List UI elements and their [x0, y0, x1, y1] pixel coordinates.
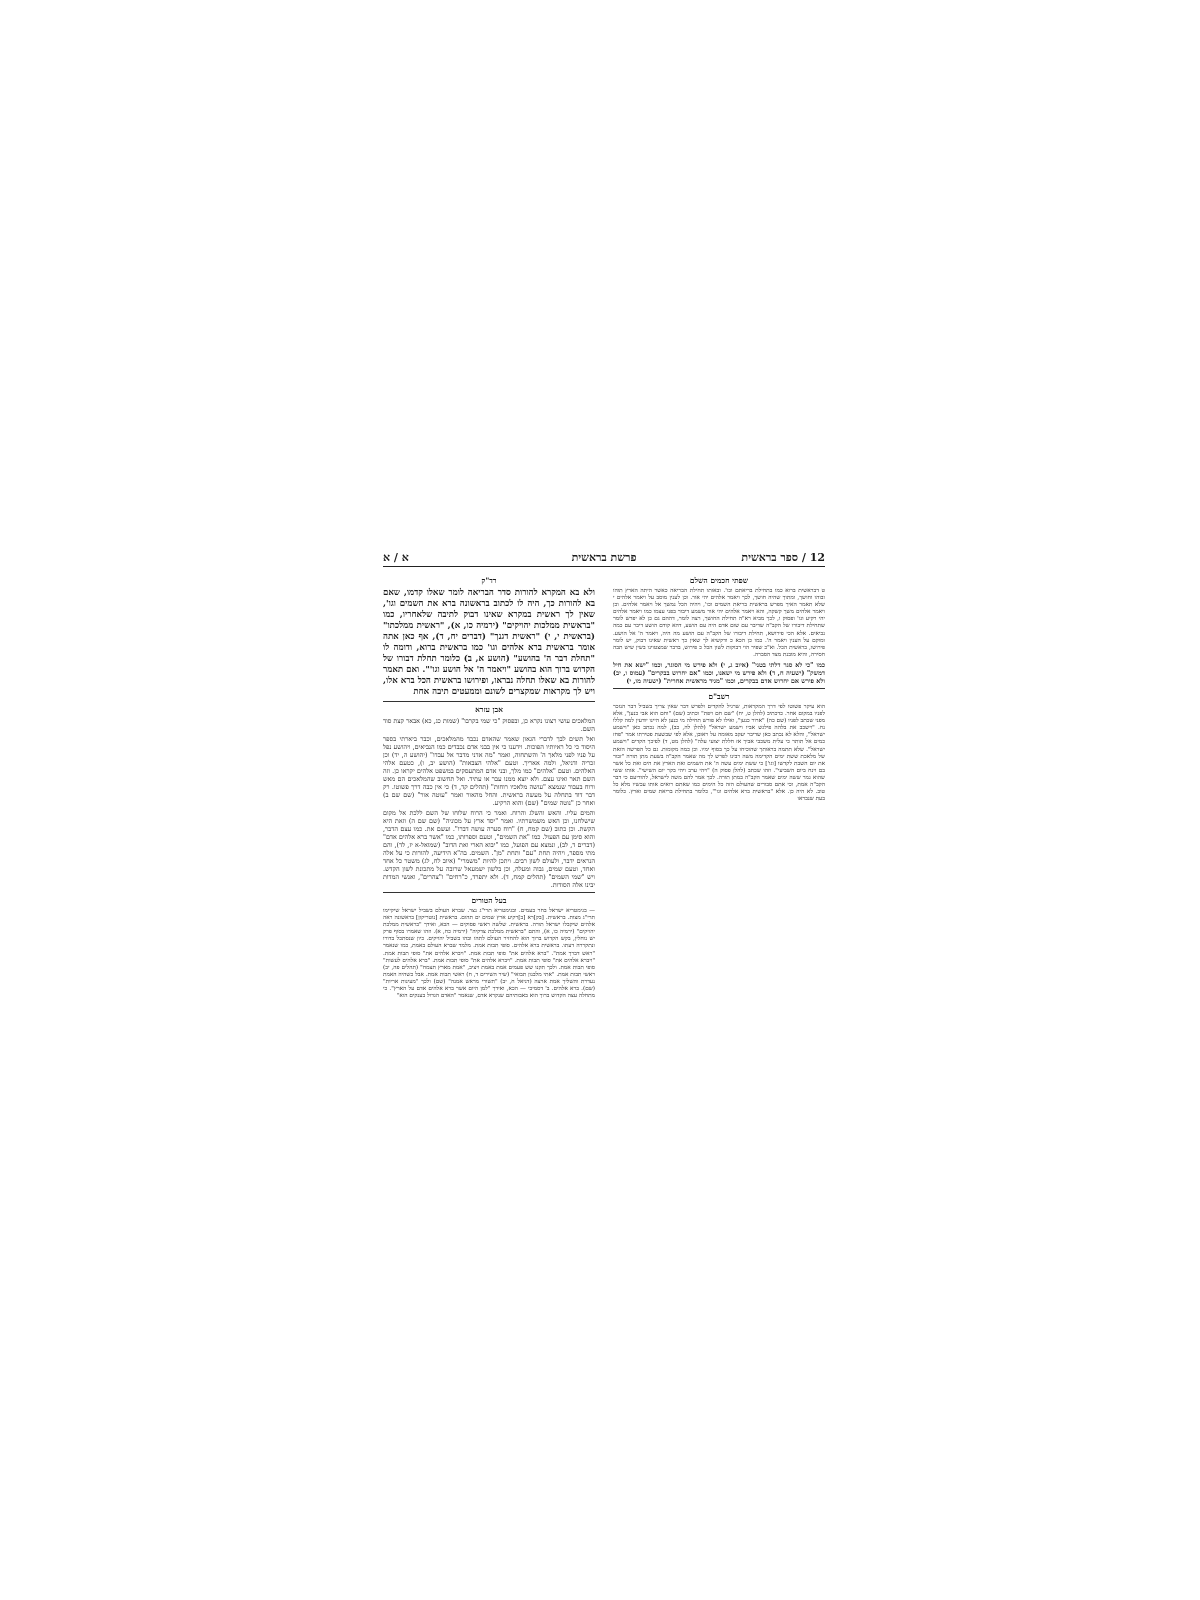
- parasha-title: פרשת בראשית: [571, 551, 637, 564]
- book-page: [383, 550, 825, 1070]
- page-header: [383, 550, 825, 567]
- radak-title: רד"ק: [481, 576, 497, 585]
- ibn-ezra-title: אבן עזרא: [475, 705, 503, 714]
- section-divider: [613, 688, 825, 689]
- page-number: 12 / ספר בראשית: [741, 551, 825, 564]
- radak-text: ולא בא המקרא להורות סדר הבריאה לומר שאלו קדמו, שאם בא להורות כך, היה לו לכתוב בראשונה ברא את השמים וגו', שאין לך ראשית במקרא שאינו דבוק לתיבה שלאחריו, כמו "בראשית ממלכות יהויקים" (ירמיה כו, א), "ראשית ממלכתו" (בראשית י, י) "ראשית דגנך" (דברים יח, ד), אף כאן אתה אומר בראשית ברא אלהים וגו' כמו בראשית ברוא, ודומה לו "תחלת דבר ה' בהושע" (הושע א, ב) כלומר תחלת דבורו של הקדוש ברוך הוא בהושע "ויאמר ה' אל הושע וגו'". ואם תאמר להורות בא שאלו תחלה נבראו, ופירושו בראשית הכל ברא אלו, ויש לך מקראות שמקצרים לשונם וממעטים תיבה אחת: [383, 588, 595, 697]
- baal-haturim-title: בעל הטורים: [471, 896, 507, 905]
- right-column: [613, 574, 825, 1064]
- shefatei-text: ט דבראשית ברוא כמו בתחילת בריאתם וכו'. ובאותו תחילת הבריאה כאשר היתה הארץ תוהו ובוהו וחושך, ומתוך שהיה חושך, לכך ויאמר אלהים יהי אור. וכן לענין מוסב על ויאמר אלהים י שלא תאמר האיך מפרש בראשית בריאת השמים וכו', ויהיה הכל נמשך אל ויאמר אלהים. וכן ויאמר אלהים משך קשקה, והא ויאמר אלהים יהי אור משמע דיבור בפני עצמו כמו ויאמר אלהים יהי רקיע וגו' ופסוק ו, לכך מביא רא"ה תחילת החושך, רצה לומר, דההם גם כן לא יפרש לומר שתחילת דיבורו של הקב"ה שדיבר עם שום אדם היה עם הושע, דהא קודם הושע דיבר עם כמה נביאים. אלא הכי פירושא, תחילת דיבורו של הקב"ה עם הושע מה היה, ויאמר ה' אל הושע. ומוקם על הענין ויאמר ה'. כמו כן הכא כ ודקשיא לך שאין כך ראשית שאינו דבוק, יש לומר פירושו, בראשית הכל. וא"כ שפיר הוי דבוקות לשון הכל כ פירוש, בדבר שמצטוינו בשין שיש תבה חסירה, והיא מובנת מצד הסברה.: [613, 588, 825, 658]
- rashbam-text: הוא עיקר פשוטו לפי דרך המקראות, שרגיל להקדים ולפרש דבר שאין צריך בשביל דבר הנזכר לפניו במקום אחר. כדכתיב (להלן ט, יח) "שם חם ויפת" וכתיב (שם) "וחם הוא אבי כנען", אלא מפני שכתב לפניו (שם כה) "ארור כנען", ואילו לא פורש תחילה מי כנען לא היינו יודעין למה קללו נח. "וישכב את בלהה פילגש אביו וישמע ישראל" (להלן לה, כב), למה נכתב כאן "וישמע ישראל", והלא לא נכתב כאן שדיבר יעקב מאומה על ראובן, אלא לפי שבשעת פטירתו אמר "פחז כמים אל תותר כי עלית משכבי אביך אז חללת יצועי עלה" (להלן מט, ד) לפיכך הקדים "וישמע ישראל". שלא תתמה בראותך שהוכיחו על כך בסוף ימיו. וכן כמה מקומות. גם כל הפרשה הזאת של מלאכת ששת ימים הקדימה משה רבינו לפרש לך מה שאמר הקב"ה בשעת מתן תורה "זכור את יום השבת לקדשו [וגו'] כי ששת ימים עשה ה' את השמים ואת הארץ את הים ואת כל אשר בם וינח ביום השביעי". וזהו שכתב (להלן פסוק ה) "ויהי ערב ויהי בקר יום השישי". אותו ששי שהוא גמר ששה ימים שאמר הקב"ה במתן תורה. לכך אמר להם משה לישראל, להודיעם כי דבר הקב"ה אמת, וכי אתם סבורים שהעולם הזה כל הימים כמו שאתם רואים אותו עכשיו מלא כל טוב. לא היה כן. אלא "בראשית ברא אלהים וגו'", כלומר בתחילת בריאת שמים וארץ. כלומר בעת שנבראו: [613, 703, 825, 803]
- chapter-verse-ref: א / א: [383, 551, 409, 564]
- section-divider: [383, 701, 595, 702]
- ibn-ezra-text-3: והמים עליו. והאש והשלג והרוח. ואמר כי הרוח שלוחו של השם ללכת אל מקום שישלחנו, וכן האש משמשרתיו. ואמר "יסד ארץ על מכוניה" (שם שם ה) וזאת היא הקשת. וכן כתוב (שם קמח, ח) "רוח סערה עושה דברו". ועשם את. כמו עצם הדבר, והוא סימן עם הפעול. כמו "את השמים", וטעם וספרותו, כמו "אשר ברא אלהים אדם" (דברים ד, לב), ונמצא עם הפועל, כמו "יבוא הארי ואת הדוב" (שמואל-א יז, לד), והם מתי מספר, ויהיה תחת "עם" ותחת "מן". השמים. בה"א הידיעה, להורות כי על אלה הנראים ידבר, ולעולם לשון רבים. ויתכן להיות "משמרי" (איוב לח, לג) משטר כל אחד ואחד, וטעם שמים, גבוה ומעלה, וכן בלשון ישמעאל שרובה על מתכונת לשון הקדש. ויש "שמי השמים" (תהלים קמח, ד). ולא יתפרד, כ"רחים" ו"צהרים", ואנשי המדות יבינו אלה הסודות.: [383, 809, 595, 889]
- rashbam-title: רשב"ם: [708, 691, 730, 701]
- left-column: [383, 574, 595, 1064]
- shefatei-title: שפתי חכמים השלם: [689, 576, 749, 585]
- section-divider: [383, 892, 595, 893]
- ibn-ezra-text-1: המלאכים עושי רצונו נקרא כן, ובפסוק "כי שמי בקרבו" (שמות כג, כא) אבאר קצת סוד השם.: [383, 717, 595, 733]
- commentary-examples: כמו "כי לא סגר דלתי בטני" (איוב ג, י) ולא פירש מי הסוגר, וכמו "ישא את חיל דמשק" (ישעיה ח, ד) ולא פירש מי ישאנו, וכמו "אם יחרוש בבקרים" (עמוס ו, יב) ולא פירש אם יחרוש אדם בבקרים, וכמו "מגיד מראשית אחרית" (ישעיה מו, י): [613, 660, 825, 685]
- baal-haturim-text: — בגימטריא ישראל בחר בעמים. ובגימטריא תרי"ג נצר. שברא העולם בשביל ישראל שיקיימו תרי"ג מצות. בראשית. [בק]רא [ב]רקיע ארץ שמים ים תהום. בראשית [נוטריקון] בראשונה ראה אלהים שיקבלו ישראל תורה. בראשית. שלשה ראשי פסוקים — הכא, ואידך "בראשית ממלכת יהויקים" (ירמיה כו, א), והתם "בראשית ממלכת צדקיה" (ירמיה כח, א). וזהו שאמרו בסוף פרק יש נוחלין, בקש הקדוש ברוך הוא להחזיר העולם לתהו ובהו בשביל יהויקים. כיון שנסתכל בדורו ונתקררה דעתו. בראשית ברא אלהים. סופי תבות אמת. מלמד שברא העולם באמת, כמו שנאמר "ראש דברך אמת". "ברא אלהים את" סופי תבות אמת. "ויברא אלהים את" סופי תבות אמת. "ויברא אלהים את" סופי תבות אמת. "ויברא אלהים את" סופי תבות אמת. "ברא אלהים לעשות" סופי תבות אמת. ולכך תקנו שש פעמים אמת באמת ויציב, "אמת מארץ תצמח" (תהלים פה, יב) ראשי תבות אמת. "אתי מלבנון תבואי" (שיר השירים ד, ח) ראשי תבות אמת. אבל כשהיה האמת נעדרת והשליך אמת ארצה (דניאל ח, יב) "תשורי מראש אמנה" (שם) ולכך "מעינות אריות" (שם). ברא אלהים. ב' דסמיכי — הכא, ואידך "למן היום אשר ברא אלהים אדם על הארץ". כי מתחלה עצה הקדוש ברוך הוא באבותיהם שנקרא אדם, שנאמר "האדם הגדול בענקים הוא": [383, 908, 595, 1000]
- ibn-ezra-text-2: ואל תשים לבך לדברי הגאון שאמר שהאדם נכבד מהמלאכים, וכבר ביארתי בספר היסוד כי כל ראיותיו הפוכות. וידענו כי אין בבני אדם נכבדים כמו הנביאים, ויהושע נפל על פניו לפני מלאך ה' והשתחוה, ואמר "מה אדני מדבר אל עבדו" (יהושע ה, יד) וכן זכריה ודניאל, ולמה אאריך. וטעם "אלהי הצבאות" (הושע יב, ו), כטעם אלהי האלהים. וטעם "אלהים" כמו מלך, ובני אדם המתעסקים במשפט אלהים יקראו כן. וזה השם תאר ואינו עצם. ולא יוצא ממנו עבר או עתיד. ואל תחשוב שהמלאכים הם מאש ורוח בעבור שנמצא "עושה מלאכיו רוחות" (תהלים קד, ד) כי אין כבה דרך פשוטו. רק דבר דוד בתחלה על מעשה בראשית. והחל מהאור ואמר "עוטה אור" (שם שם ב) ואחר כן "נוטה שמים" (שם) והוא הרקיע.: [383, 735, 595, 807]
